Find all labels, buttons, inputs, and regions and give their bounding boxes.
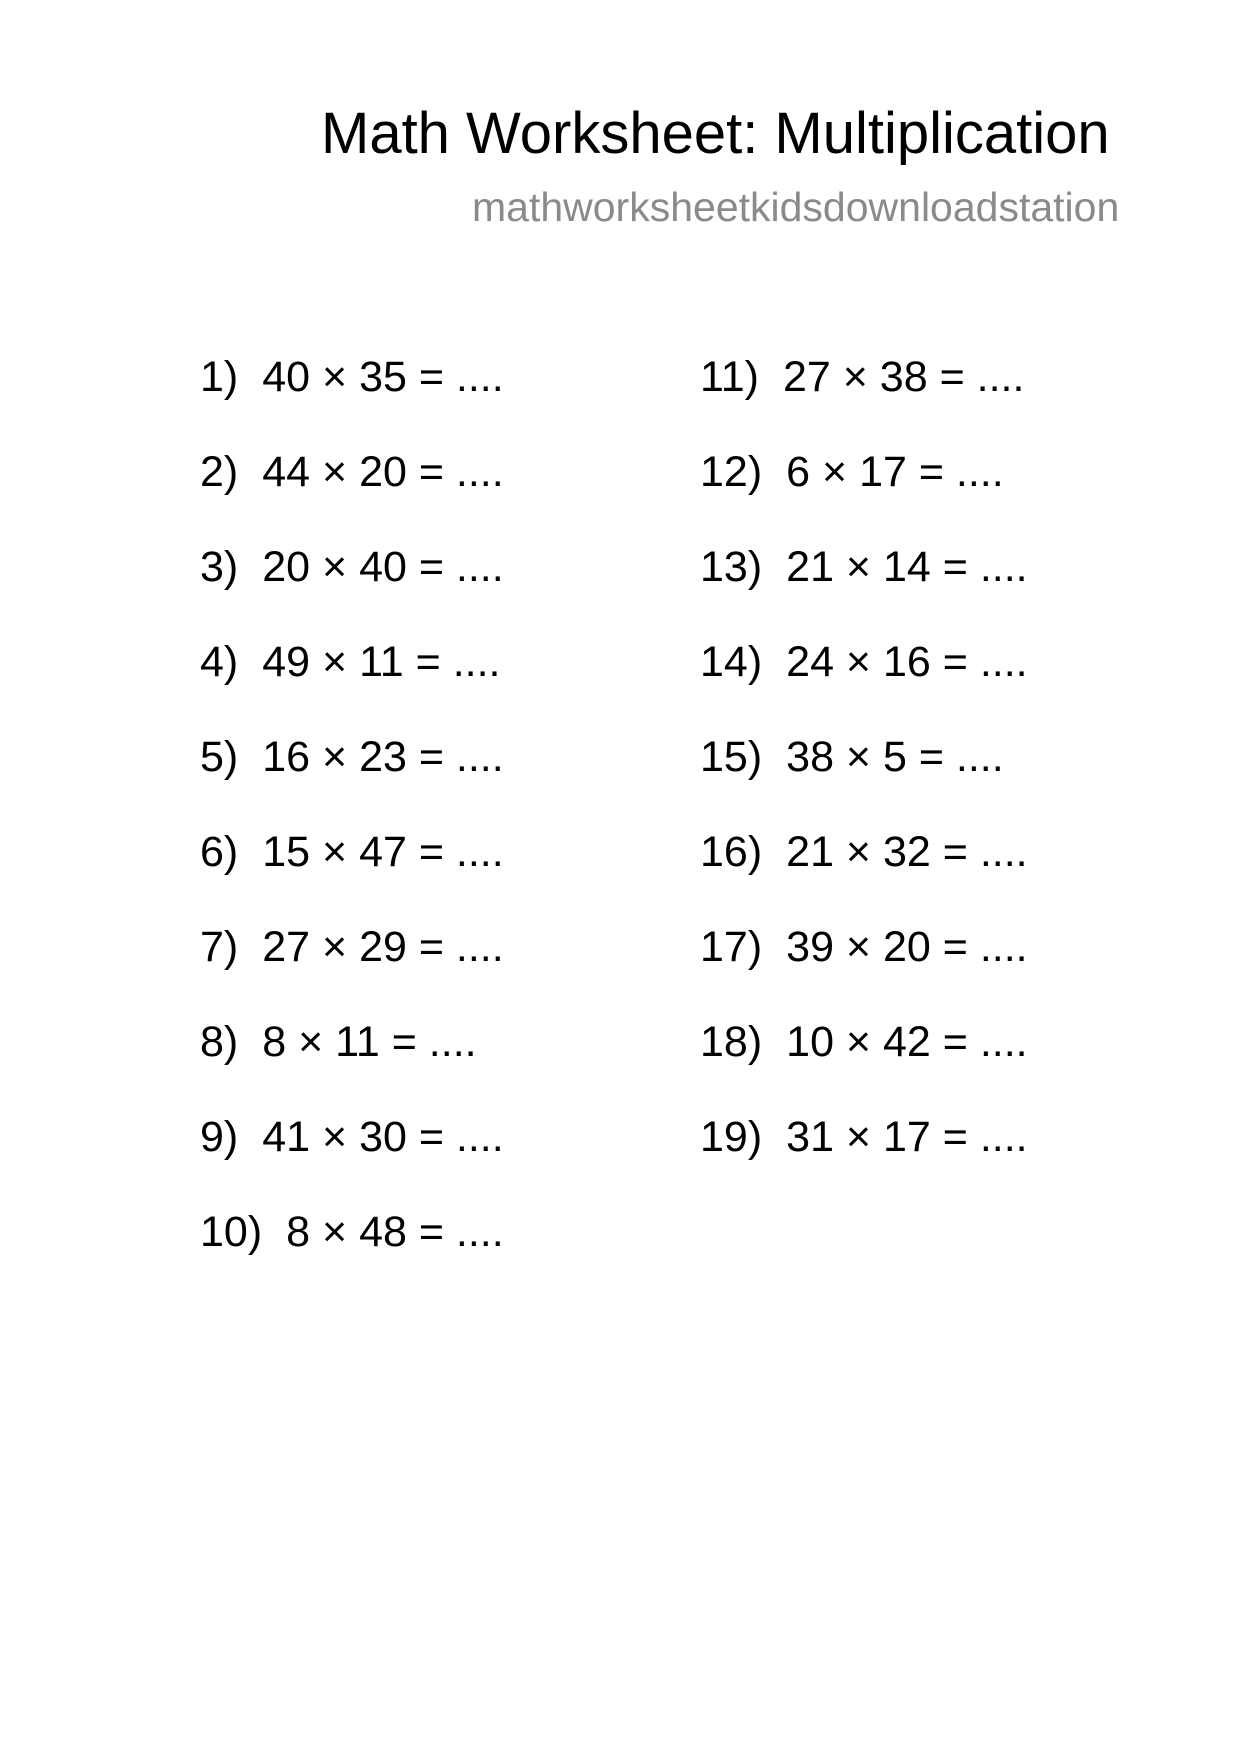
problem-expression: 39 × 20 = .... <box>786 923 1028 971</box>
problem-expression: 21 × 32 = .... <box>786 828 1028 876</box>
problem-9 <box>200 1112 504 1162</box>
worksheet-title: Math Worksheet: Multiplication <box>321 101 1110 166</box>
problem-expression: 15 × 47 = .... <box>262 828 504 876</box>
problem-expression: 49 × 11 = .... <box>262 638 501 686</box>
problem-number: 4) <box>200 638 239 686</box>
problem-expression: 10 × 42 = .... <box>786 1018 1028 1066</box>
problem-expression: 24 × 16 = .... <box>786 638 1028 686</box>
problem-expression: 8 × 48 = .... <box>286 1208 504 1256</box>
problem-18 <box>700 1017 1028 1067</box>
problem-number: 17) <box>700 923 763 971</box>
problem-17 <box>700 922 1028 972</box>
problem-number: 9) <box>200 1113 239 1161</box>
problem-8 <box>200 1017 477 1067</box>
problem-number: 16) <box>700 828 763 876</box>
problem-6 <box>200 827 504 877</box>
problem-number: 6) <box>200 828 239 876</box>
problem-10 <box>200 1207 504 1257</box>
problem-expression: 27 × 38 = .... <box>782 353 1025 401</box>
problem-number: 19) <box>700 1113 763 1161</box>
problem-number: 15) <box>700 733 763 781</box>
problem-number: 2) <box>200 448 239 496</box>
problem-expression: 40 × 35 = .... <box>262 353 504 401</box>
problem-number: 18) <box>700 1018 763 1066</box>
problem-expression: 21 × 14 = .... <box>786 543 1028 591</box>
problem-number: 1) <box>200 353 239 401</box>
problem-expression: 41 × 30 = .... <box>262 1113 504 1161</box>
problem-number: 11) <box>700 353 759 401</box>
problem-expression: 44 × 20 = .... <box>262 448 504 496</box>
problem-number: 8) <box>200 1018 239 1066</box>
problem-number: 12) <box>700 448 763 496</box>
problem-2 <box>200 447 504 497</box>
problem-expression: 20 × 40 = .... <box>262 543 504 591</box>
problem-12 <box>700 447 1004 497</box>
problem-5 <box>200 732 504 782</box>
problem-15 <box>700 732 1004 782</box>
problem-11 <box>700 352 1024 402</box>
problem-13 <box>700 542 1028 592</box>
problem-number: 3) <box>200 543 239 591</box>
problem-1 <box>200 352 504 402</box>
problem-4 <box>200 637 501 687</box>
problem-19 <box>700 1112 1028 1162</box>
problem-number: 14) <box>700 638 763 686</box>
problem-16 <box>700 827 1028 877</box>
problem-expression: 6 × 17 = .... <box>786 448 1004 496</box>
problem-expression: 31 × 17 = .... <box>786 1113 1028 1161</box>
problem-expression: 27 × 29 = .... <box>262 923 504 971</box>
problem-number: 10) <box>200 1208 263 1256</box>
problem-expression: 16 × 23 = .... <box>262 733 504 781</box>
problem-14 <box>700 637 1028 687</box>
problem-expression: 38 × 5 = .... <box>786 733 1004 781</box>
problem-number: 13) <box>700 543 763 591</box>
problem-number: 5) <box>200 733 239 781</box>
worksheet-subtitle: mathworksheetkidsdownloadstation <box>472 184 1120 230</box>
problem-expression: 8 × 11 = .... <box>262 1018 477 1066</box>
problem-3 <box>200 542 504 592</box>
problem-7 <box>200 922 504 972</box>
problem-number: 7) <box>200 923 239 971</box>
